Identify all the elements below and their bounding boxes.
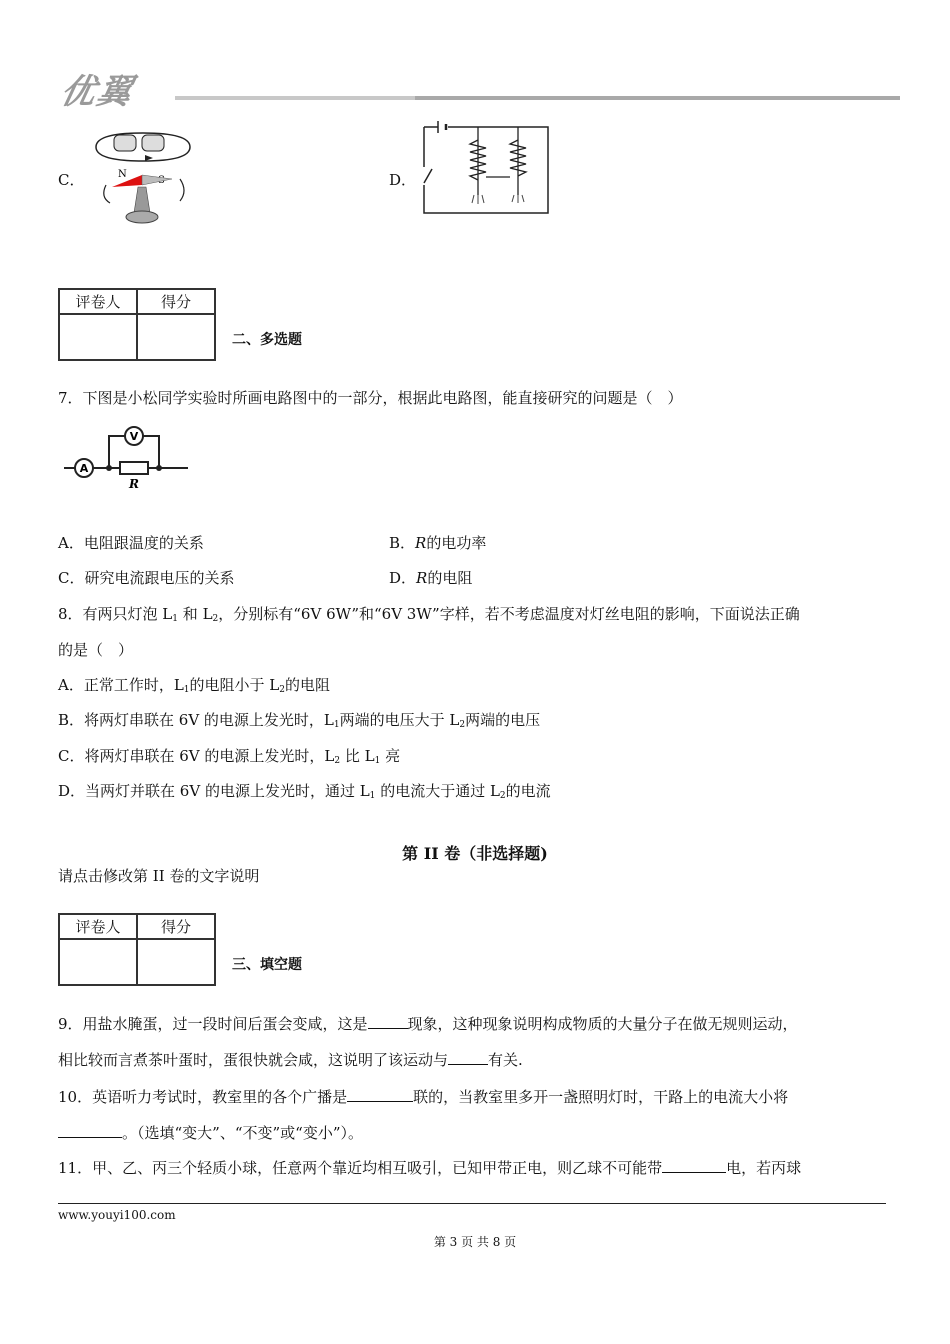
q10-blank-2[interactable] xyxy=(58,1123,122,1138)
needle-red-half xyxy=(112,175,142,187)
footer-page-number: 第 3 页 共 8 页 xyxy=(433,1235,517,1249)
voltmeter-label: V xyxy=(129,430,139,443)
q7-option-c: C．研究电流跟电压的关系 xyxy=(58,569,235,587)
q6-option-d-figure xyxy=(418,115,553,217)
q8-stem-line1: 8．有两只灯泡 $L_1$ 和 $L_2$，分别标有“6V 6W”和“6V 3W”字样，若不考虑温度对灯丝电阻的影响，下面说法正确 xyxy=(58,605,800,624)
part-2-title: 第 II 卷（非选择题) xyxy=(402,844,548,863)
q9-blank-2[interactable] xyxy=(448,1050,488,1065)
q7-option-d: D．R的电阻 xyxy=(389,569,473,587)
header-logo: 优翼 xyxy=(57,72,138,112)
current-arrow-icon xyxy=(145,155,153,161)
q10-blank-1[interactable] xyxy=(347,1087,413,1102)
q11-blank-1[interactable] xyxy=(662,1158,726,1173)
q6-option-c-label: C． xyxy=(58,171,85,189)
north-pole-label: N xyxy=(118,169,127,180)
footer-rule xyxy=(58,1203,886,1204)
score-cell[interactable] xyxy=(137,314,215,360)
score-cell[interactable] xyxy=(137,939,215,985)
reviewer-cell[interactable] xyxy=(59,314,137,360)
rotation-arrow-left-icon xyxy=(104,185,110,203)
score-header: 得分 xyxy=(137,914,215,939)
q11-line1: 11．甲、乙、丙三个轻质小球，任意两个靠近均相互吸引，已知甲带正电，则乙球不可能带 电，若丙球 xyxy=(58,1159,802,1177)
needle-grey-half xyxy=(142,175,172,185)
coil-left xyxy=(114,135,136,151)
section-2-title: 二、多选题 xyxy=(232,332,302,348)
stand-base xyxy=(126,211,158,223)
q6-option-d-label: D． xyxy=(389,171,417,189)
switch-blade xyxy=(424,169,432,183)
ammeter-label: A xyxy=(79,462,89,475)
score-table-1 xyxy=(58,288,216,361)
header-rule-light xyxy=(175,96,415,100)
q8-option-d: D．当两灯并联在 6V 的电源上发光时，通过 $L_1$ 的电流大于通过 $L_2$的电流 xyxy=(58,782,551,801)
score-header: 得分 xyxy=(137,289,215,314)
needle-stand xyxy=(134,187,150,213)
q9-line1: 9．用盐水腌蛋，过一段时间后蛋会变咸，这是 现象，这种现象说明构成物质的大量分子在做无规则运动， xyxy=(58,1015,798,1033)
attracted-pins xyxy=(472,195,524,204)
q10-line2: 。（选填“变大”、“不变”或“变小”）。 xyxy=(58,1123,363,1143)
part-2-note[interactable]: 请点击修改第 II 卷的文字说明 xyxy=(58,867,260,885)
q8-option-c: C．将两灯串联在 6V 的电源上发光时，$L_2$ 比 $L_1$ 亮 xyxy=(58,747,401,766)
q9-blank-1[interactable] xyxy=(368,1014,408,1029)
electromagnet-right xyxy=(510,127,526,195)
q7-option-a: A．电阻跟温度的关系 xyxy=(58,534,204,552)
q7-circuit-figure xyxy=(62,424,192,490)
reviewer-cell[interactable] xyxy=(59,939,137,985)
rotation-arrow-right-icon xyxy=(180,179,184,201)
section-3-title: 三、填空题 xyxy=(232,957,302,973)
resistor-r xyxy=(120,462,148,474)
q9-line2: 相比较而言煮茶叶蛋时，蛋很快就会咸，这说明了该运动与 有关. xyxy=(58,1051,523,1069)
q6-option-c-figure xyxy=(88,125,203,235)
resistor-label: R xyxy=(129,477,139,490)
electromagnet-left xyxy=(470,127,486,195)
q7-option-b: B．R的电功率 xyxy=(389,534,487,552)
q10-line1: 10．英语听力考试时，教室里的各个广播是 联的，当教室里多开一盏照明灯时，干路上的电流大小将 xyxy=(58,1088,789,1106)
q7-stem: 7．下图是小松同学实验时所画电路图中的一部分，根据此电路图，能直接研究的问题是（ ） xyxy=(58,389,683,407)
coil-right xyxy=(142,135,164,151)
footer-site[interactable]: www.youyi100.com xyxy=(58,1208,176,1222)
reviewer-header: 评卷人 xyxy=(59,914,137,939)
q8-option-a: A．正常工作时，$L_1$的电阻小于 $L_2$的电阻 xyxy=(58,676,331,695)
score-table-2 xyxy=(58,913,216,986)
q8-stem-line2: 的是（ ） xyxy=(58,641,134,659)
q8-option-b: B．将两灯串联在 6V 的电源上发光时，$L_1$两端的电压大于 $L_2$两端的电压 xyxy=(58,711,541,730)
circuit-wires xyxy=(424,127,548,213)
reviewer-header: 评卷人 xyxy=(59,289,137,314)
